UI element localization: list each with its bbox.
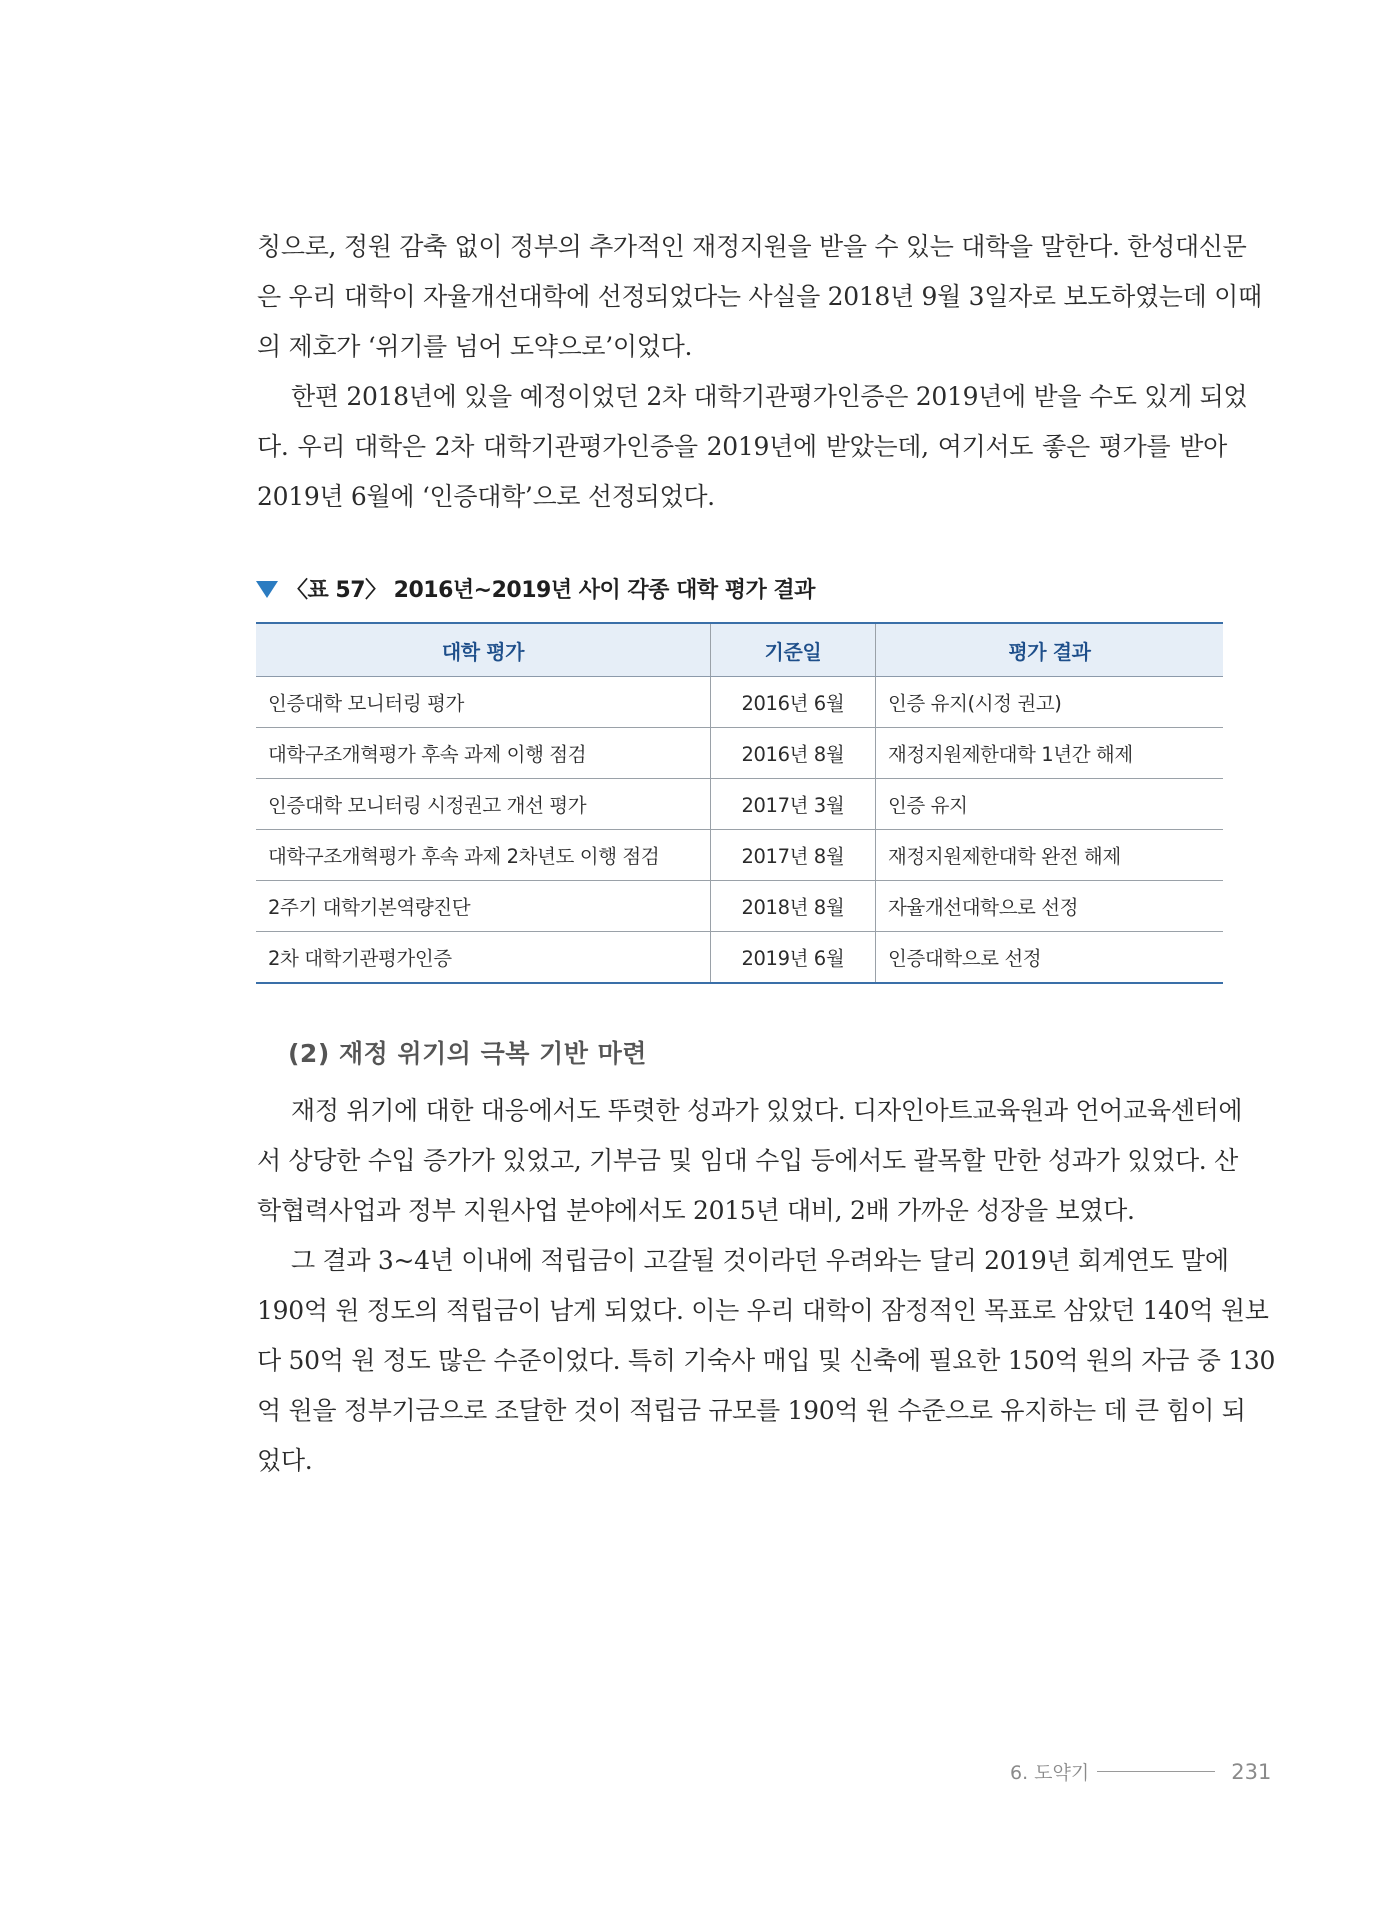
cell-evaluation: 대학구조개혁평가 후속 과제 2차년도 이행 점검: [256, 830, 710, 881]
column-header-evaluation: 대학 평가: [256, 623, 710, 677]
column-header-result: 평가 결과: [875, 623, 1223, 677]
cell-date: 2017년 3월: [710, 779, 875, 830]
text-line: 었다.: [257, 1446, 313, 1475]
evaluation-results-table: [256, 622, 1223, 984]
paragraph-reserve-fund: [257, 1236, 1276, 1486]
chapter-label: 6. 도약기: [1010, 1762, 1090, 1784]
page-footer: [1010, 1758, 1272, 1785]
cell-result: 재정지원제한대학 1년간 해제: [875, 728, 1223, 779]
text-line: 다. 우리 대학은 2차 대학기관평가인증을 2019년에 받았는데, 여기서도 좋은 평가를 받아: [257, 432, 1227, 461]
cell-evaluation: 2주기 대학기본역량진단: [256, 881, 710, 932]
cell-evaluation: 2차 대학기관평가인증: [256, 932, 710, 984]
text-line: 학협력사업과 정부 지원사업 분야에서도 2015년 대비, 2배 가까운 성장을 보였다.: [257, 1196, 1135, 1225]
column-header-date: 기준일: [710, 623, 875, 677]
table-header-row: [256, 623, 1223, 677]
text-line: 2019년 6월에 ‘인증대학’으로 선정되었다.: [257, 482, 715, 511]
table-row: [256, 830, 1223, 881]
cell-date: 2019년 6월: [710, 932, 875, 984]
text-line: 한편 2018년에 있을 예정이었던 2차 대학기관평가인증은 2019년에 받을 수도 있게 되었: [291, 382, 1248, 411]
cell-date: 2016년 6월: [710, 677, 875, 728]
cell-date: 2017년 8월: [710, 830, 875, 881]
table-row: [256, 677, 1223, 728]
text-line: 의 제호가 ‘위기를 넘어 도약으로’이었다.: [257, 332, 693, 361]
cell-result: 재정지원제한대학 완전 해제: [875, 830, 1223, 881]
cell-evaluation: 인증대학 모니터링 평가: [256, 677, 710, 728]
table-row: [256, 779, 1223, 830]
table-row: [256, 932, 1223, 984]
text-line: 재정 위기에 대한 대응에서도 뚜렷한 성과가 있었다. 디자인아트교육원과 언어교육센터에: [291, 1096, 1243, 1125]
text-line: 억 원을 정부기금으로 조달한 것이 적립금 규모를 190억 원 수준으로 유지하는 데 큰 힘이 되: [257, 1396, 1246, 1425]
text-line: 190억 원 정도의 적립금이 남게 되었다. 이는 우리 대학이 잠정적인 목표로 삼았던 140억 원보: [257, 1296, 1269, 1325]
cell-evaluation: 인증대학 모니터링 시정권고 개선 평가: [256, 779, 710, 830]
paragraph-eval-definition: [257, 222, 1262, 372]
cell-date: 2016년 8월: [710, 728, 875, 779]
paragraph-financial-response: [257, 1086, 1243, 1236]
table-caption-text: 〈표 57〉 2016년~2019년 사이 각종 대학 평가 결과: [286, 578, 815, 603]
cell-result: 인증 유지: [875, 779, 1223, 830]
page-number: 231: [1231, 1759, 1272, 1784]
triangle-down-icon: [256, 581, 278, 598]
cell-result: 자율개선대학으로 선정: [875, 881, 1223, 932]
cell-evaluation: 대학구조개혁평가 후속 과제 이행 점검: [256, 728, 710, 779]
section-heading: (2) 재정 위기의 극복 기반 마련: [288, 1039, 647, 1068]
text-line: 다 50억 원 정도 많은 수준이었다. 특히 기숙사 매입 및 신축에 필요한 150억 원의 자금 중 130: [257, 1346, 1276, 1375]
cell-result: 인증대학으로 선정: [875, 932, 1223, 984]
table-row: [256, 728, 1223, 779]
text-line: 서 상당한 수입 증가가 있었고, 기부금 및 임대 수입 등에서도 괄목할 만한 성과가 있었다. 산: [257, 1146, 1238, 1175]
text-line: 칭으로, 정원 감축 없이 정부의 추가적인 재정지원을 받을 수 있는 대학을 말한다. 한성대신문: [257, 232, 1247, 261]
table-row: [256, 881, 1223, 932]
cell-result: 인증 유지(시정 권고): [875, 677, 1223, 728]
text-line: 그 결과 3~4년 이내에 적립금이 고갈될 것이라던 우려와는 달리 2019년 회계연도 말에: [291, 1246, 1229, 1275]
cell-date: 2018년 8월: [710, 881, 875, 932]
footer-rule: [1097, 1771, 1215, 1772]
paragraph-certification: [257, 372, 1248, 522]
text-line: 은 우리 대학이 자율개선대학에 선정되었다는 사실을 2018년 9월 3일자로 보도하였는데 이때: [257, 282, 1262, 311]
table-caption: [256, 573, 815, 604]
